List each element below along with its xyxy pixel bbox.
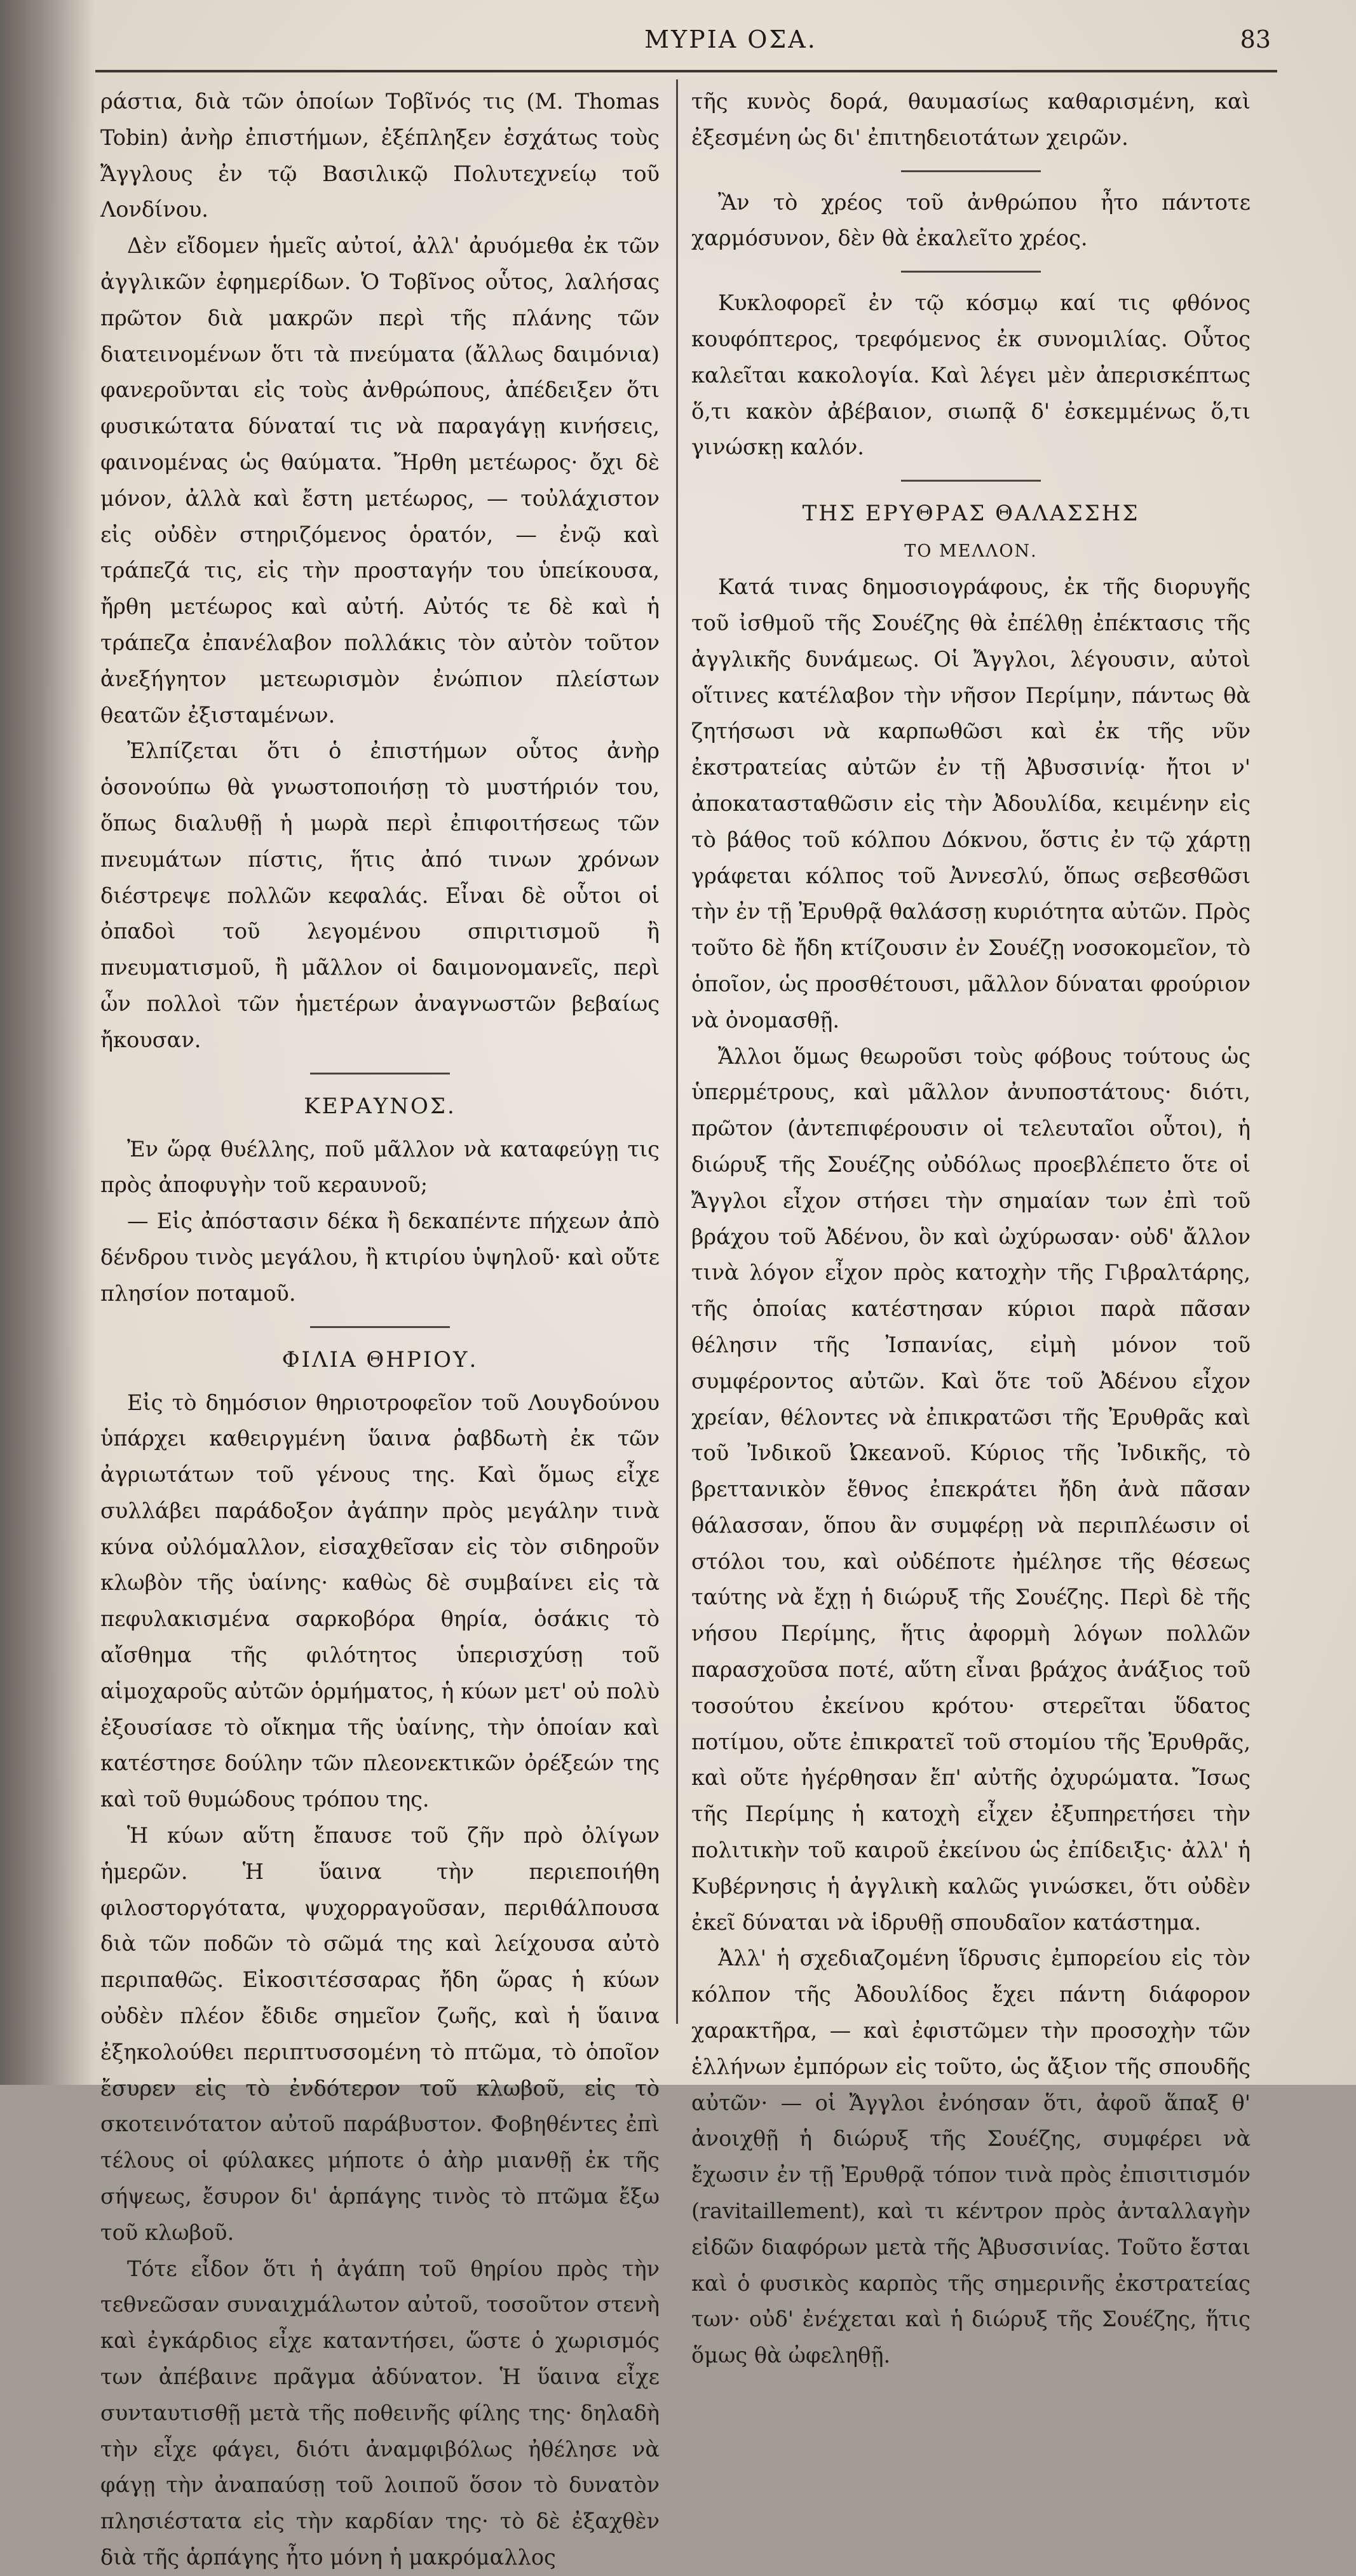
article-spiritism-p2: Δὲν εἴδομεν ἡμεῖς αὐτοί, ἀλλ' ἀρυόμεθα ἐκ τῶν ἀγγλικῶν ἐφημερίδων. Ὁ Τοβῖνος οὗτος, λαλήσας πρῶτον διὰ μακρῶν περὶ τῆς πλάνης τῶν διατεινομένων ὅτι τὰ πνεύματα (ἄλλως δαιμόνια) φανεροῦνται εἰς τοὺς ἀνθρώπους, ἀπέδειξεν ὅτι φυσικώτατα δύναταί τις νὰ παραγάγῃ κινήσεις, φαινομένας ὡς θαύματα. Ἤρθη μετέωρος· ὄχι δὲ μόνον, ἀλλὰ καὶ ἔστη μετέωρος, — τοὐλάχιστον εἰς οὐδὲν στηριζόμενος ὁρατόν, — ἐνῷ καὶ τράπεζά τις, εἰς τὴν προσταγήν του ὑπείκουσα, ἤρθη μετέωρος καὶ αὐτή. Αὐτός τε δὲ καὶ ἡ τράπεζα ἐπανέλαβον πολλάκις τὸν αὐτὸν τοῦτον ἀνεξήγητον μετεωρισμὸν ἐνώπιον πλείστων θεατῶν ἐξισταμένων. <box>100 233 660 728</box>
erythra-p3: Ἀλλ' ἡ σχεδιαζομένη ἵδρυσις ἐμπορείου εἰς τὸν κόλπον τῆς Ἀδουλίδος ἔχει πάντη διάφορον χαρακτῆρα, — καὶ ἐφιστῶμεν τὴν προσοχὴν τῶν ἑλλήνων ἐμπόρων εἰς τοῦτο, ὡς ἄξιον τῆς σπουδῆς αὐτῶν· — οἱ Ἄγγλοι ἐνόησαν ὅτι, ἀφοῦ ἅπαξ θ' ἀνοιχθῇ ἡ διώρυξ τῆς Σουέζης, συμφέρει νὰ ἔχωσιν ἐν τῇ Ἐρυθρᾷ τόπον τινὰ πρὸς ἐπισιτισμόν (ravitaillement), καὶ τι κέντρον πρὸς ἀνταλλαγὴν εἰδῶν διαφόρων μετὰ τῆς Ἀβυσσινίας. Τοῦτο ἔσται καὶ ὁ φυσικὸς καρπὸς τῆς σημερινῆς ἐκστρατείας των· οὐδ' ἐνέχεται καὶ ἡ διώρυξ τῆς Σουέζης, ἥτις ὅμως θὰ ὠφεληθῇ. <box>691 1946 1251 2368</box>
section-separator <box>901 271 1041 273</box>
right-column <box>691 84 1251 2374</box>
keraunos-question: Ἐν ὥρᾳ θυέλλης, ποῦ μᾶλλον νὰ καταφεύγῃ τις πρὸς ἀποφυγὴν τοῦ κεραυνοῦ; <box>100 1136 660 1198</box>
filia-p2: Ἡ κύων αὕτη ἔπαυσε τοῦ ζῆν πρὸ ὀλίγων ἡμερῶν. Ἡ ὕαινα τὴν περιεποιήθη φιλοστοργότατα, ψυχορραγοῦσαν, περιθάλπουσα διὰ τῶν ποδῶν τὸ σῶμά της καὶ λείχουσα αὐτὸ περιπαθῶς. Εἰκοσιτέσσαρας ἤδη ὥρας ἡ κύων οὐδὲν πλέον ἔδιδε σημεῖον ζωῆς, καὶ ἡ ὕαινα ἐξηκολούθει περιπτυσσομένη τὸ πτῶμα, τὸ ὁποῖον ἔσυρεν εἰς τὸ ἐνδότερον τοῦ κλωβοῦ, εἰς τὸ σκοτεινότατον αὐτοῦ παράβυστον. Φοβηθέντες ἐπὶ τέλους οἱ φύλακες μήποτε ὁ ἀὴρ μιανθῇ ἐκ τῆς σήψεως, ἔσυρον δι' ἁρπάγης τινὸς τὸ πτῶμα ἔξω τοῦ κλωβοῦ. <box>100 1823 660 2245</box>
aphorism-duty: Ἂν τὸ χρέος τοῦ ἀνθρώπου ἦτο πάντοτε χαρμόσυνον, δὲν θὰ ἐκαλεῖτο χρέος. <box>691 189 1251 251</box>
keraunos-heading: ΚΕΡΑΥΝΟΣ. <box>304 1093 456 1119</box>
keraunos-answer: — Εἰς ἀπόστασιν δέκα ἢ δεκαπέντε πήχεων ἀπὸ δένδρου τινὸς μεγάλου, ἢ κτιρίου ὑψηλοῦ· καὶ οὔτε πλησίον ποταμοῦ. <box>100 1209 660 1306</box>
section-separator <box>310 1326 450 1328</box>
running-title: ΜΥΡΙΑ ΟΣΑ. <box>644 25 817 53</box>
article-spiritism-p1: ράστια, διὰ τῶν ὁποίων Τοβῖνός τις (Μ. Thomas Tobin) ἀνὴρ ἐπιστήμων, ἐξέπληξεν ἐσχάτως τοὺς Ἄγγλους ἐν τῷ Βασιλικῷ Πολυτεχνείῳ τοῦ Λονδίνου. <box>100 89 660 222</box>
running-head <box>102 25 1271 70</box>
erythra-subheading: ΤΟ ΜΕΛΛΟΝ. <box>904 541 1038 562</box>
filia-continuation: τῆς κυνὸς δορά, θαυμασίως καθαρισμένη, καὶ ἐξεσμένη ὡς δι' ἐπιτηδειοτάτων χειρῶν. <box>691 89 1251 150</box>
filia-heading: ΦΙΛΙΑ ΘΗΡΙΟΥ. <box>281 1346 478 1373</box>
article-spiritism-p3: Ἐλπίζεται ὅτι ὁ ἐπιστήμων οὗτος ἀνὴρ ὁσονούπω θὰ γνωστοποιήσῃ τὸ μυστήριόν του, ὅπως διαλυθῇ ἡ μωρὰ περὶ ἐπιφοιτήσεως τῶν πνευμάτων πίστις, ἥτις ἀπό τινων χρόνων διέστρεψε πολλῶν κεφαλάς. Εἶναι δὲ οὗτοι οἱ ὀπαδοὶ τοῦ λεγομένου σπιριτισμοῦ ἢ πνευματισμοῦ, ἢ μᾶλλον οἱ δαιμονομανεῖς, περὶ ὧν πολλοὶ τῶν ἡμετέρων ἀναγνωστῶν βεβαίως ἤκουσαν. <box>100 738 660 1052</box>
erythra-p1: Κατά τινας δημοσιογράφους, ἐκ τῆς διορυγῆς τοῦ ἰσθμοῦ τῆς Σουέζης θὰ ἐπέλθῃ ἐπέκτασις τῆς ἀγγλικῆς δυνάμεως. Οἱ Ἄγγλοι, λέγουσιν, αὐτοὶ οἵτινες κατέλαβον τὴν νῆσον Περίμην, πάντως θὰ ζητήσωσι νὰ καρπωθῶσι καὶ ἐκ τῆς νῦν ἐκστρατείας αὐτῶν ἐν τῇ Ἀβυσσινίᾳ· ἤτοι ν' ἀποκατασταθῶσιν εἰς τὴν Ἀδουλίδα, κειμένην εἰς τὸ βάθος τοῦ κόλπου Δόκνου, ὅστις ἐν τῷ χάρτῃ γράφεται κόλπος τοῦ Ἀννεσλύ, ὅπως σεβεσθῶσι τὴν ἐν τῇ Ἐρυθρᾷ θαλάσσῃ κυριότητα αὐτῶν. Πρὸς τοῦτο δὲ ἤδη κτίζουσιν ἐν Σουέζῃ νοσοκομεῖον, τὸ ὁποῖον, ὡς προσθέτουσι, μᾶλλον δύναται φρούριον νὰ ὀνομασθῇ. <box>691 574 1251 1033</box>
left-column <box>100 84 660 2576</box>
erythra-p2: Ἄλλοι ὅμως θεωροῦσι τοὺς φόβους τούτους ὡς ὑπερμέτρους, καὶ μᾶλλον ἀνυποστάτους· διότι, πρῶτον (ἀντεπιφέρουσιν οἱ τελευταῖοι οὗτοι), ἡ διώρυξ τῆς Σουέζης οὐδόλως προεβλέπετο ὅτε οἱ Ἄγγλοι εἶχον στήσει τὴν σημαίαν των ἐπὶ τοῦ βράχου τοῦ Ἀδένου, ὃν καὶ ὠχύρωσαν· οὐδ' ἄλλον τινὰ λόγον εἶχον πρὸς κατοχὴν τῆς Γιβραλτάρης, τῆς ὁποίας κατέστησαν κύριοι παρὰ πᾶσαν θέλησιν τῆς Ἰσπανίας, εἰμὴ μόνον τοῦ συμφέροντος αὐτῶν. Καὶ ὅτε τοῦ Ἀδένου εἶχον χρείαν, θέλοντες νὰ ἐπικρατῶσι τῆς Ἐρυθρᾶς καὶ τοῦ Ἰνδικοῦ Ὠκεανοῦ. Κύριος τῆς Ἰνδικῆς, τὸ βρεττανικὸν ἔθνος ἐπεκράτει ἤδη ἀνὰ πᾶσαν θάλασσαν, ὅπου ἂν συμφέρῃ νὰ περιπλέωσιν οἱ στόλοι του, καὶ οὐδέποτε ἠμέλησε τῆς θέσεως ταύτης νὰ ἔχῃ ἡ διώρυξ τῆς Σουέζης. Περὶ δὲ τῆς νήσου Περίμης, ἥτις ἀφορμὴ λόγων πολλῶν παρασχοῦσα ποτέ, αὕτη εἶναι βράχος ἀνάξιος τοῦ τοσούτου ἐκείνου κρότου· στερεῖται ὕδατος ποτίμου, οὔτε ἐπικρατεῖ τοῦ στομίου τῆς Ἐρυθρᾶς, καὶ οὔτε ἠγέρθησαν ἔπ' αὐτῆς ὀχυρώματα. Ἴσως τῆς Περίμης ἡ κατοχὴ εἶχεν ἐξυπηρετήσει τὴν πολιτικὴν τοῦ καιροῦ ἐκείνου ὡς ἐπίδειξις· ἀλλ' ἡ Κυβέρνησις ἡ ἀγγλικὴ καλῶς γινώσκει, ὅτι οὐδὲν ἐκεῖ δύναται νὰ ἱδρυθῇ σπουδαῖον κατάστημα. <box>691 1043 1251 1935</box>
aphorism-slander: Κυκλοφορεῖ ἐν τῷ κόσμῳ καί τις φθόνος κουφόπτερος, τρεφόμενος ἐκ συνομιλίας. Οὗτος καλεῖται κακολογία. Καὶ λέγει μὲν ἀπερισκέπτως ὅ,τι κακὸν ἀβέβαιον, σιωπᾷ δ' ἐσκεμμένως ὅ,τι γινώσκῃ καλόν. <box>691 290 1251 460</box>
erythra-heading: ΤΗΣ ΕΡΥΘΡΑΣ ΘΑΛΑΣΣΗΣ <box>802 501 1140 527</box>
filia-p3: Τότε εἶδον ὅτι ἡ ἀγάπη τοῦ θηρίου πρὸς τὴν τεθνεῶσαν συναιχμάλωτον αὐτοῦ, τοσοῦτον στενὴ καὶ ἐγκάρδιος εἶχε καταντήσει, ὥστε ὁ χωρισμός των ἀπέβαινε πρᾶγμα ἀδύνατον. Ἡ ὕαινα εἶχε συνταυτισθῇ μετὰ τῆς ποθεινῆς φίλης της· δηλαδὴ τὴν εἶχε φάγει, διότι ἀναμφιβόλως ἠθέλησε νὰ φάγῃ τὴν ἀναπαύσῃ τοῦ λοιποῦ ὅσον τὸ δυνατὸν πλησιέστατα εἰς τὴν καρδίαν της· τὸ δὲ ἐξαχθὲν διὰ τῆς ἁρπάγης ἦτο μόνη ἡ μακρόμαλλος <box>100 2256 660 2570</box>
page-number: 83 <box>1240 25 1271 53</box>
binding-shadow <box>0 0 95 2085</box>
section-separator <box>901 480 1041 482</box>
section-separator <box>901 170 1041 172</box>
section-separator <box>310 1073 450 1074</box>
header-rule <box>95 70 1277 72</box>
filia-p1: Εἰς τὸ δημόσιον θηριοτροφεῖον τοῦ Λουγδούνου ὑπάρχει καθειργμένη ὕαινα ῥαβδωτὴ ἐκ τῶν ἀγριωτάτων τοῦ γένους της. Καὶ ὅμως εἶχε συλλάβει παράδοξον ἀγάπην πρὸς μεγάλην τινὰ κύνα οὐλόμαλλον, εἰσαχθεῖσαν εἰς τὸν σιδηροῦν κλωβὸν τῆς ὑαίνης· καθὼς δὲ συμβαίνει εἰς τὰ πεφυλακισμένα σαρκοβόρα θηρία, ὁσάκις τὸ αἴσθημα τῆς φιλότητος ὑπερισχύσῃ τοῦ αἱμοχαροῦς αὐτῶν ὁρμήματος, ἡ κύων μετ' οὐ πολὺ ἐξουσίασε τὸ οἴκημα τῆς ὑαίνης, τὴν ὁποίαν καὶ κατέστησε δούλην τῶν πλεονεκτικῶν ὀρέξεών της καὶ τοῦ θυμώδους τρόπου της. <box>100 1390 660 1812</box>
column-divider <box>676 79 678 2024</box>
